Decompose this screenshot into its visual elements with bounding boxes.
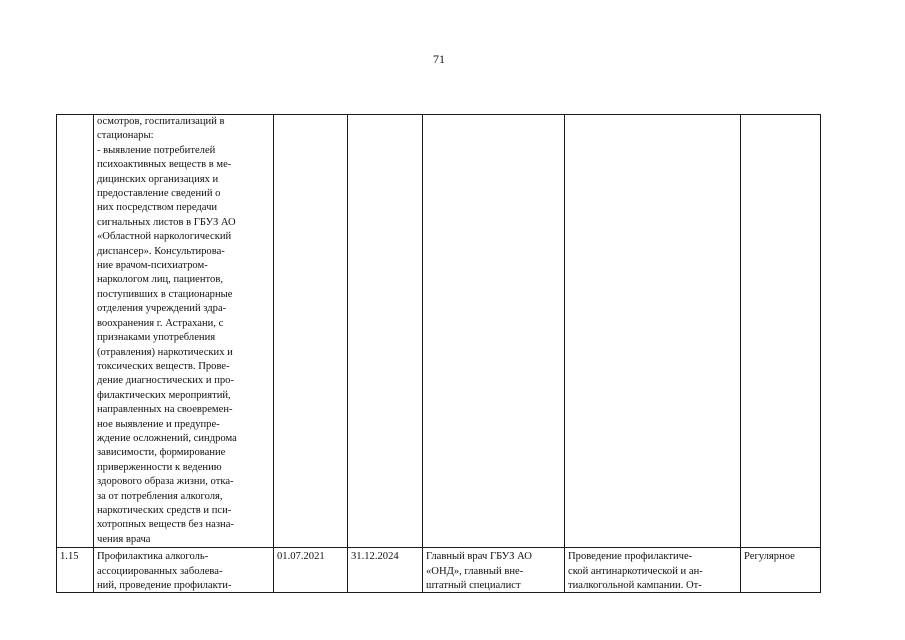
end-date-cell xyxy=(348,548,423,593)
end-date-cell xyxy=(348,115,423,548)
measure-description: осмотров, госпитализаций в стационары: - выявление потребителей психоактивных веществ в ме- дицинских организациях и предоставление сведений о них посредством передачи сигнальных листов в ГБУЗ АО «Областной наркологический диспансер». Консультирова- ние врачом-психиатром- наркологом лиц, пациентов, поступивших в стационарные отделения учреждений здра- воохранения г. Астрахани, с признаками употребления (отравления) наркотических и токсических веществ. Прове- дение диагностических и про- филактических мероприятий, направленных на своевремен- ное выявление и предупре- ждение осложнений, синдрома зависимости, формирование приверженности к ведению здорового образа жизни, отка- за от потребления алкоголя, наркотических средств и пси- хотропных веществ без назна- чения врача xyxy=(97,116,237,545)
row-number-cell xyxy=(57,115,94,548)
responsible-cell xyxy=(423,548,565,593)
row-number-cell xyxy=(57,548,94,593)
end-date: 31.12.2024 xyxy=(351,551,399,563)
measure-description: Профилактика алкоголь- ассоциированных заболева- ний, проведение профилакти- xyxy=(97,551,232,591)
result-cell xyxy=(565,115,741,548)
start-date: 01.07.2021 xyxy=(277,551,325,563)
table-row xyxy=(57,548,821,593)
page-number: 71 xyxy=(433,52,445,66)
row-number: 1.15 xyxy=(60,551,79,563)
responsible: Главный врач ГБУЗ АО «ОНД», главный вне- штатный специалист xyxy=(426,551,532,591)
start-date-cell xyxy=(274,548,348,593)
periodicity-cell xyxy=(741,548,821,593)
result-cell xyxy=(565,548,741,593)
measure-description-cell xyxy=(94,548,274,593)
periodicity-cell xyxy=(741,115,821,548)
periodicity: Регулярное xyxy=(744,551,795,563)
responsible-cell xyxy=(423,115,565,548)
measure-description-cell xyxy=(94,115,274,548)
measures-table xyxy=(56,114,821,593)
result: Проведение профилактиче- ской антинаркотической и ан- тиалкогольной кампании. От- xyxy=(568,551,703,591)
start-date-cell xyxy=(274,115,348,548)
table-row xyxy=(57,115,821,548)
